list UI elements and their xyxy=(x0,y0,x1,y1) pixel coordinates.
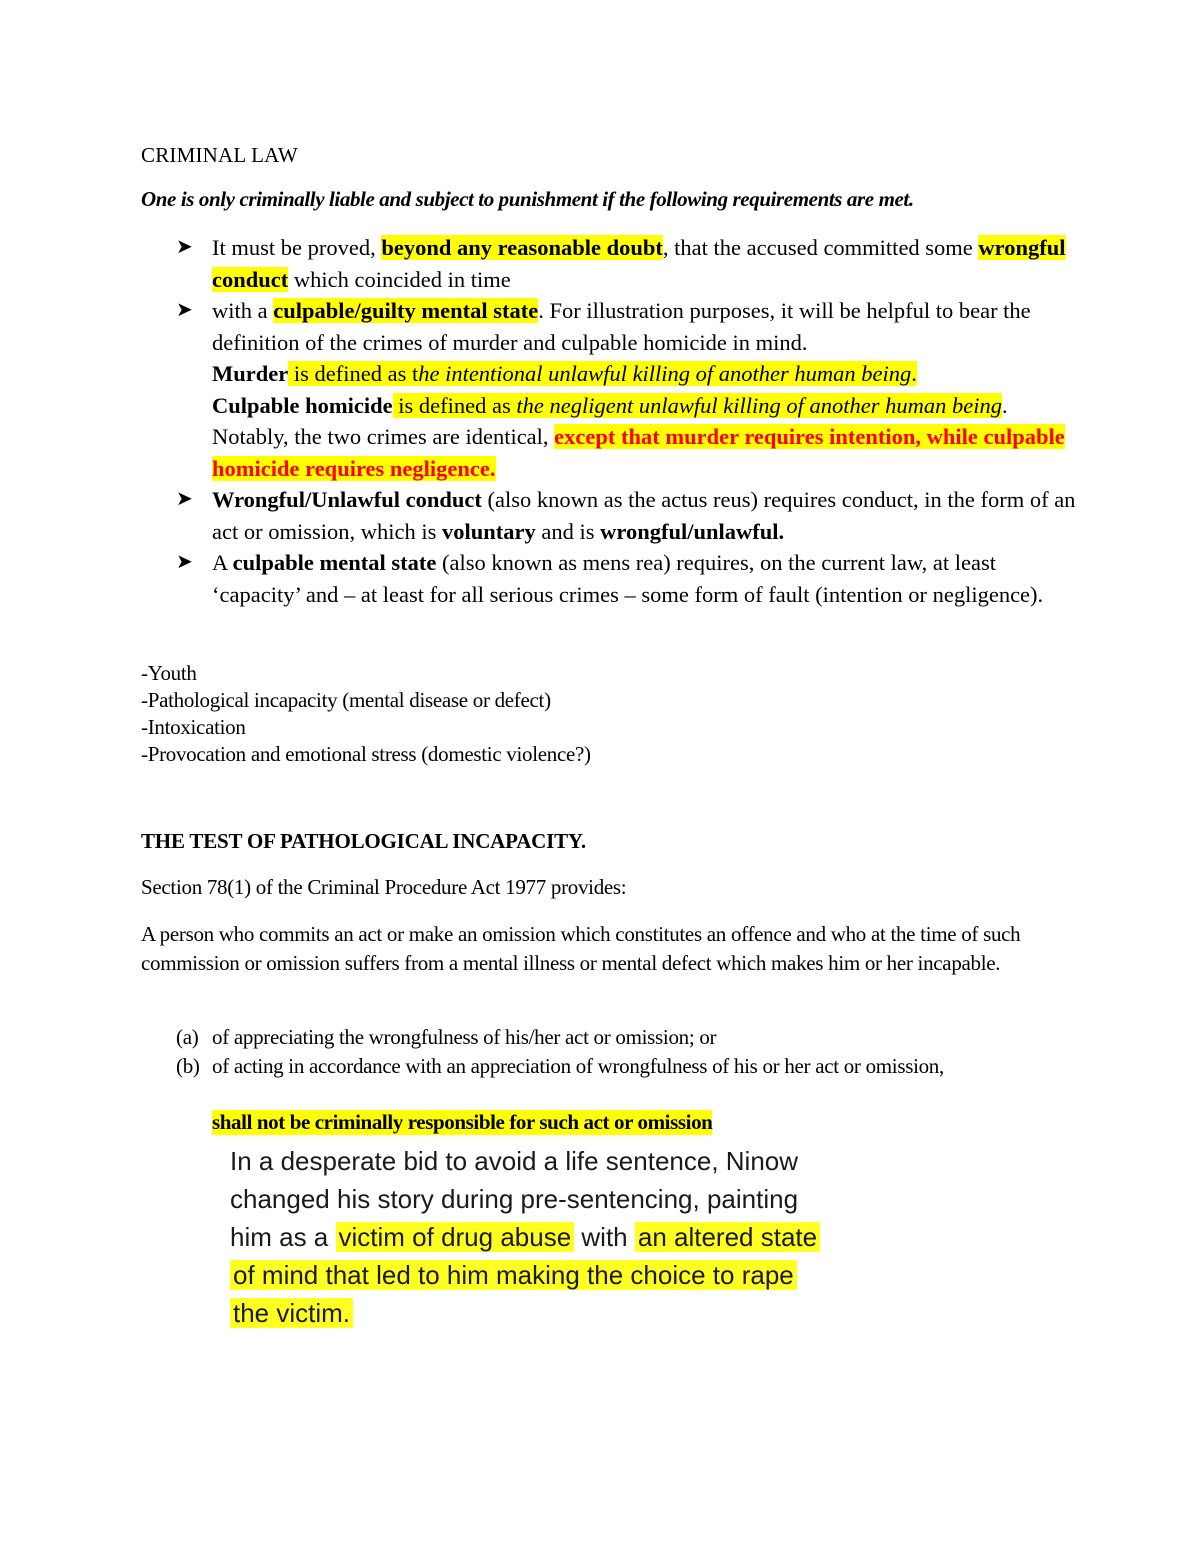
sub-item-text: of acting in accordance with an appreciation of wrongfulness of his or her act or omission, xyxy=(212,1054,944,1078)
clipping-highlight: the victim. xyxy=(230,1298,353,1328)
culpable-homicide-definition xyxy=(212,393,1002,418)
arrowhead-bullet-icon: ➤ xyxy=(176,488,193,510)
bold-term: wrongful/unlawful. xyxy=(600,518,785,544)
requirement-text: . For illustration purposes, it will be helpful to bear the definition of the crimes of murder and culpable homicide in mind. xyxy=(212,298,1031,355)
requirement-item xyxy=(176,232,1076,295)
requirement-text: (also known as the actus reus) requires conduct, in the form of an act or omission, which is xyxy=(212,487,1076,544)
arrowhead-bullet-icon: ➤ xyxy=(176,236,193,258)
clipping-highlight: victim of drug abuse xyxy=(336,1222,575,1252)
bold-term: voluntary xyxy=(441,518,536,544)
section-reference: Section 78(1) of the Criminal Procedure Act 1977 provides: xyxy=(141,875,627,899)
statute-sub-items xyxy=(176,1023,996,1081)
bold-term: Wrongful/Unlawful conduct xyxy=(212,487,482,512)
requirement-text: . Notably, the two crimes are identical, xyxy=(212,392,1008,449)
defined-as-text: is defined as t xyxy=(288,361,419,386)
requirement-text: , that the accused committed some xyxy=(662,235,979,260)
clipping-highlight: of mind that led to him making the choice to rape xyxy=(230,1260,797,1290)
factor-item: -Pathological incapacity (mental disease or defect) xyxy=(141,688,551,712)
section-heading: THE TEST OF PATHOLOGICAL INCAPACITY. xyxy=(141,829,586,853)
factor-item: -Intoxication xyxy=(141,715,246,739)
clipping-highlight: an altered state xyxy=(635,1222,820,1252)
highlighted-term: culpable/guilty mental state xyxy=(273,298,539,323)
requirements-list xyxy=(176,232,1076,610)
clipping-line xyxy=(212,1294,862,1332)
conclusion-text: shall not be criminally responsible for such act or omission xyxy=(212,1110,713,1134)
murder-def-text: he intentional unlawful killing of another human being xyxy=(418,361,912,386)
factor-item: -Youth xyxy=(141,661,197,685)
factor-item: -Provocation and emotional stress (domestic violence?) xyxy=(141,742,591,766)
arrowhead-bullet-icon: ➤ xyxy=(176,551,193,573)
document-title: CRIMINAL LAW xyxy=(141,143,298,167)
highlighted-term: beyond any reasonable doubt xyxy=(381,235,663,260)
requirement-text: which coincided in time xyxy=(288,266,511,292)
sub-item-text: of appreciating the wrongfulness of his/her act or omission; or xyxy=(212,1025,717,1049)
clipping-text: with xyxy=(574,1222,635,1252)
requirement-text: A xyxy=(212,550,233,575)
sub-item-marker: (b) xyxy=(176,1054,200,1078)
sub-item xyxy=(176,1052,996,1081)
statute-paragraph: A person who commits an act or make an omission which constitutes an offence and who at the time of such commission or omission suffers from a mental illness or mental defect which makes him or her incapable. xyxy=(141,922,1021,975)
red-highlighted-text: except that murder requires intention, while culpable homicide requires negligence. xyxy=(212,424,1065,481)
news-clipping xyxy=(212,1142,862,1332)
sub-item-marker: (a) xyxy=(176,1025,199,1049)
clipping-line xyxy=(212,1256,862,1294)
clipping-line: changed his story during pre-sentencing, painting xyxy=(230,1184,799,1214)
bold-term: culpable mental state xyxy=(232,550,437,575)
requirement-text: with a xyxy=(212,298,274,323)
murder-definition xyxy=(212,361,917,386)
sub-item xyxy=(176,1023,996,1052)
punctuation: . xyxy=(911,361,917,386)
arrowhead-bullet-icon: ➤ xyxy=(176,299,193,321)
murder-term: Murder xyxy=(212,361,289,386)
requirement-text: (also known as mens rea) requires, on the current law, at least ‘capacity’ and – at least for all serious crimes – some form of fault (intention or negligence). xyxy=(212,550,1044,607)
factors-list xyxy=(141,660,591,768)
clipping-line xyxy=(212,1218,862,1256)
requirement-text: and is xyxy=(535,518,601,544)
culpable-homicide-def-text: the negligent unlawful killing of another human being xyxy=(516,392,1002,418)
requirement-item xyxy=(176,547,1076,610)
culpable-homicide-term: Culpable homicide xyxy=(212,392,393,418)
requirement-item xyxy=(176,295,1076,484)
defined-as-text: is defined as xyxy=(392,392,517,418)
requirement-item xyxy=(176,484,1076,547)
clipping-text: him as a xyxy=(230,1222,336,1252)
highlighted-term: wrongful conduct xyxy=(212,235,1066,292)
lead-sentence: One is only criminally liable and subject to punishment if the following requirements are met. xyxy=(141,187,914,211)
requirement-text: It must be proved, xyxy=(212,235,382,260)
clipping-line: In a desperate bid to avoid a life sentence, Ninow xyxy=(230,1146,799,1176)
